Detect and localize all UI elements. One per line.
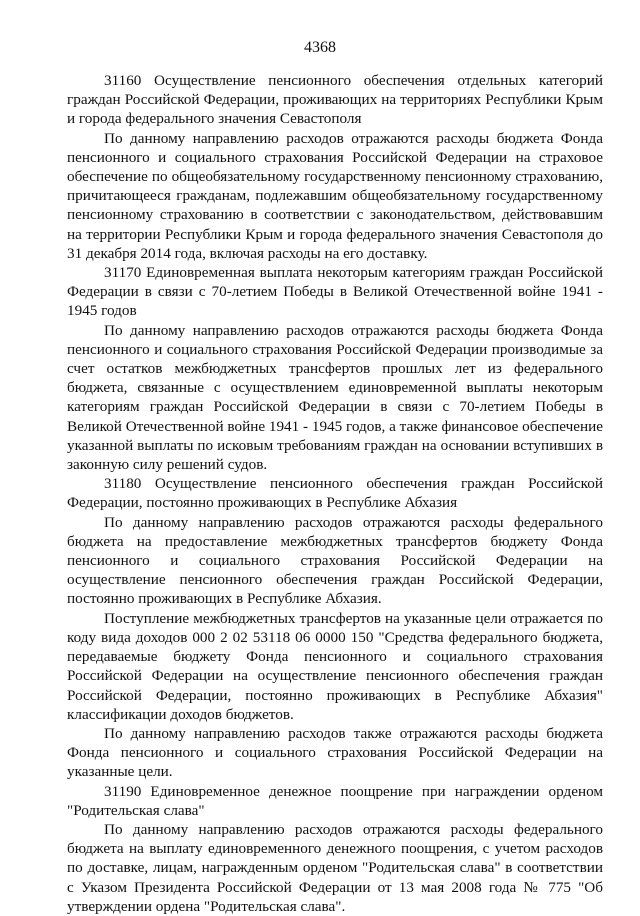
heading-31170: 31170 Единовременная выплата некоторым категориям граждан Российской Федерации в связи с 70-летием Победы в Великой Отечественной войне 1941 - 1945 годов [67,264,603,320]
paragraph-31180-income-code: Поступление межбюджетных трансфертов на указанные цели отражается по коду вида доходов 000 2 02 53118 06 0000 150 "Средства федерального бюджета, передаваемые бюджету Фонда пенсионного и социального страхования Российской Федерации на осуществление пенсионного обеспечения граждан Российской Федерации, постоянно проживающих в Республике Абхазия" классификации доходов бюджетов. [67,609,603,723]
heading-31190: 31190 Единовременное денежное поощрение при награждении орденом "Родительская слава" [67,782,603,819]
paragraph-31190-description: По данному направлению расходов отражаются расходы федерального бюджета на выплату единовременного денежного поощрения, с учетом расходов по доставке, лицам, награжденным орденом "Родительская слава" в соответствии с Указом Президента Российской Федерации от 13 мая 2008 года № 775 "Об утверждении ордена "Родительская слава". [67,820,603,915]
paragraph-31160-description: По данному направлению расходов отражаются расходы бюджета Фонда пенсионного и социального страхования Российской Федерации на страховое обеспечение по общеобязательному государственному пенсионному страхованию, причитающееся гражданам, подлежавшим общеобязательному государственному пенсионному страхованию в соответствии с законодательством, действовавшим на территории Республики Крым и города федерального значения Севастополя до 31 декабря 2014 года, включая расходы на его доставку. [67,129,603,262]
paragraph-31180-description: По данному направлению расходов отражаются расходы федерального бюджета на предоставление межбюджетных трансфертов бюджету Фонда пенсионного и социального страхования Российской Федерации на осуществление пенсионного обеспечения граждан Российской Федерации, постоянно проживающих в Республике Абхазия. [67,513,603,608]
heading-31160: 31160 Осуществление пенсионного обеспечения отдельных категорий граждан Российской Федерации, проживающих на территориях Республики Крым и города федерального значения Севастополя [67,72,603,128]
paragraph-31170-description: По данному направлению расходов отражаются расходы бюджета Фонда пенсионного и социального страхования Российской Федерации производимые за счет остатков межбюджетных трансфертов прошлых лет из федерального бюджета, связанные с осуществлением единовременной выплаты некоторым категориям граждан Российской Федерации в связи с 70-летием Победы в Великой Отечественной войне 1941 - 1945 годов, а также финансовое обеспечение указанной выплаты по исковым требованиям граждан на основании вступивших в законную силу решений судов. [67,321,603,474]
paragraph-31180-also: По данному направлению расходов также отражаются расходы бюджета Фонда пенсионного и социального страхования Российской Федерации на указанные цели. [67,724,603,781]
page-number: 4368 [304,39,336,56]
document-body [67,71,603,916]
heading-31180: 31180 Осуществление пенсионного обеспечения граждан Российской Федерации, постоянно проживающих в Республике Абхазия [67,475,603,512]
